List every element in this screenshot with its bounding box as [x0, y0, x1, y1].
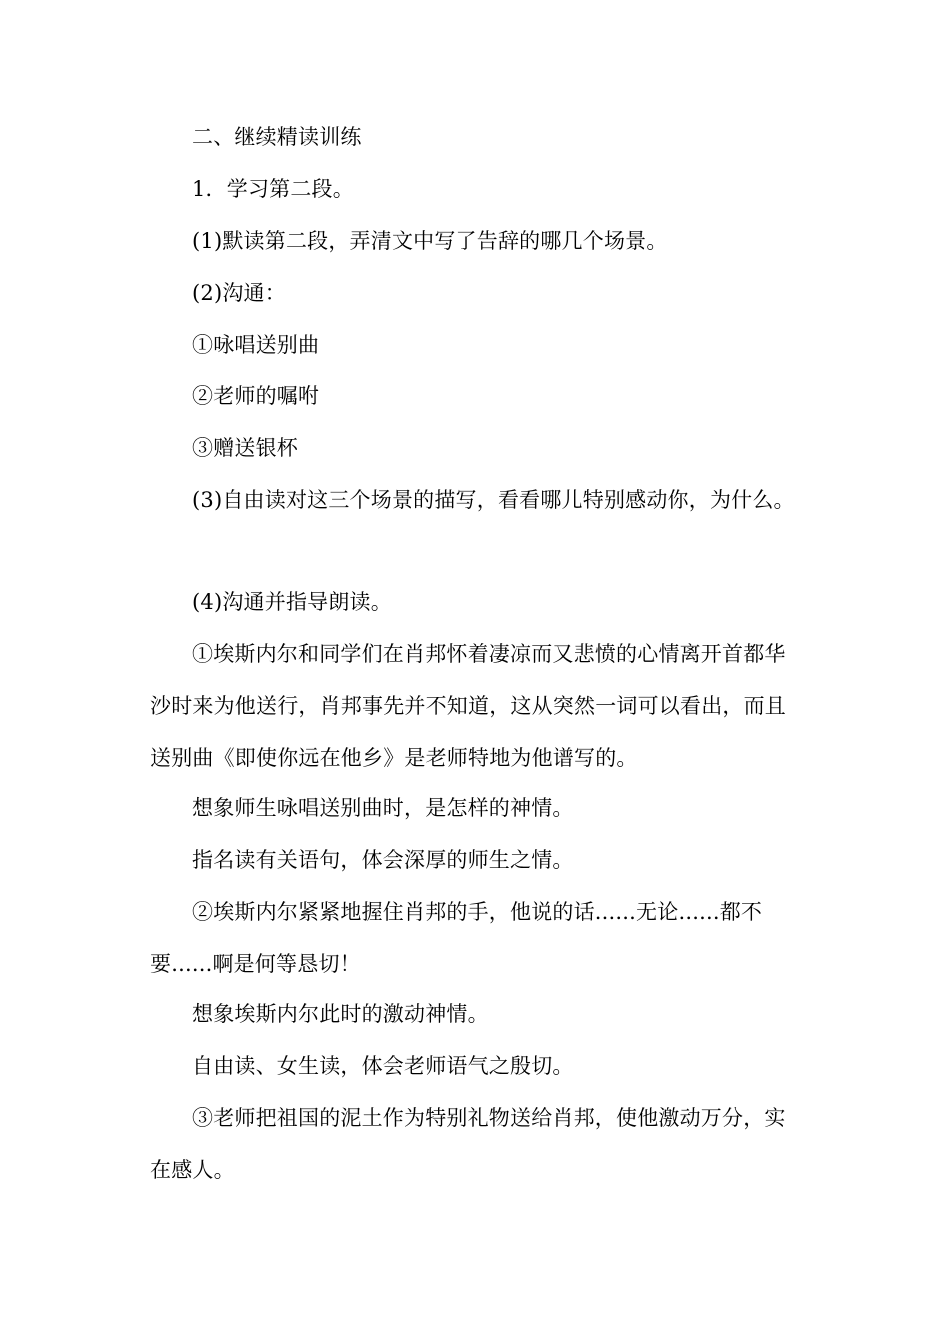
- subsection-heading: 1．学习第二段。: [192, 177, 354, 201]
- paragraph: ③老师把祖国的泥土作为特别礼物送给肖邦，使他激动万分，实在感人。: [150, 1106, 786, 1182]
- section-heading: 二、继续精读训练: [192, 125, 362, 149]
- paragraph: (2)沟通：: [192, 281, 286, 305]
- paragraph: (4)沟通并指导朗读。: [192, 590, 392, 614]
- paragraph: ②埃斯内尔紧紧地握住肖邦的手，他说的话......无论......都不要......啊是何等恳切！: [150, 900, 763, 976]
- paragraph: (1)默读第二段，弄清文中写了告辞的哪几个场景。: [192, 229, 668, 253]
- paragraph: (3)自由读对这三个场景的描写，看看哪儿特别感动你，为什么。: [192, 488, 795, 512]
- list-item: ③赠送银杯: [192, 436, 298, 460]
- list-item: ①咏唱送别曲: [192, 333, 320, 357]
- paragraph: 想象师生咏唱送别曲时，是怎样的神情。: [192, 796, 574, 820]
- list-item: ②老师的嘱咐: [192, 384, 320, 408]
- paragraph: ①埃斯内尔和同学们在肖邦怀着凄凉而又悲愤的心情离开首都华沙时来为他送行，肖邦事先并不知道，这从突然一词可以看出，而且送别曲《即使你远在他乡》是老师特地为他谱写的。: [150, 642, 786, 770]
- paragraph: 指名读有关语句，体会深厚的师生之情。: [192, 848, 574, 872]
- paragraph: 想象埃斯内尔此时的激动神情。: [192, 1002, 489, 1026]
- paragraph: 自由读、女生读，体会老师语气之殷切。: [192, 1054, 574, 1078]
